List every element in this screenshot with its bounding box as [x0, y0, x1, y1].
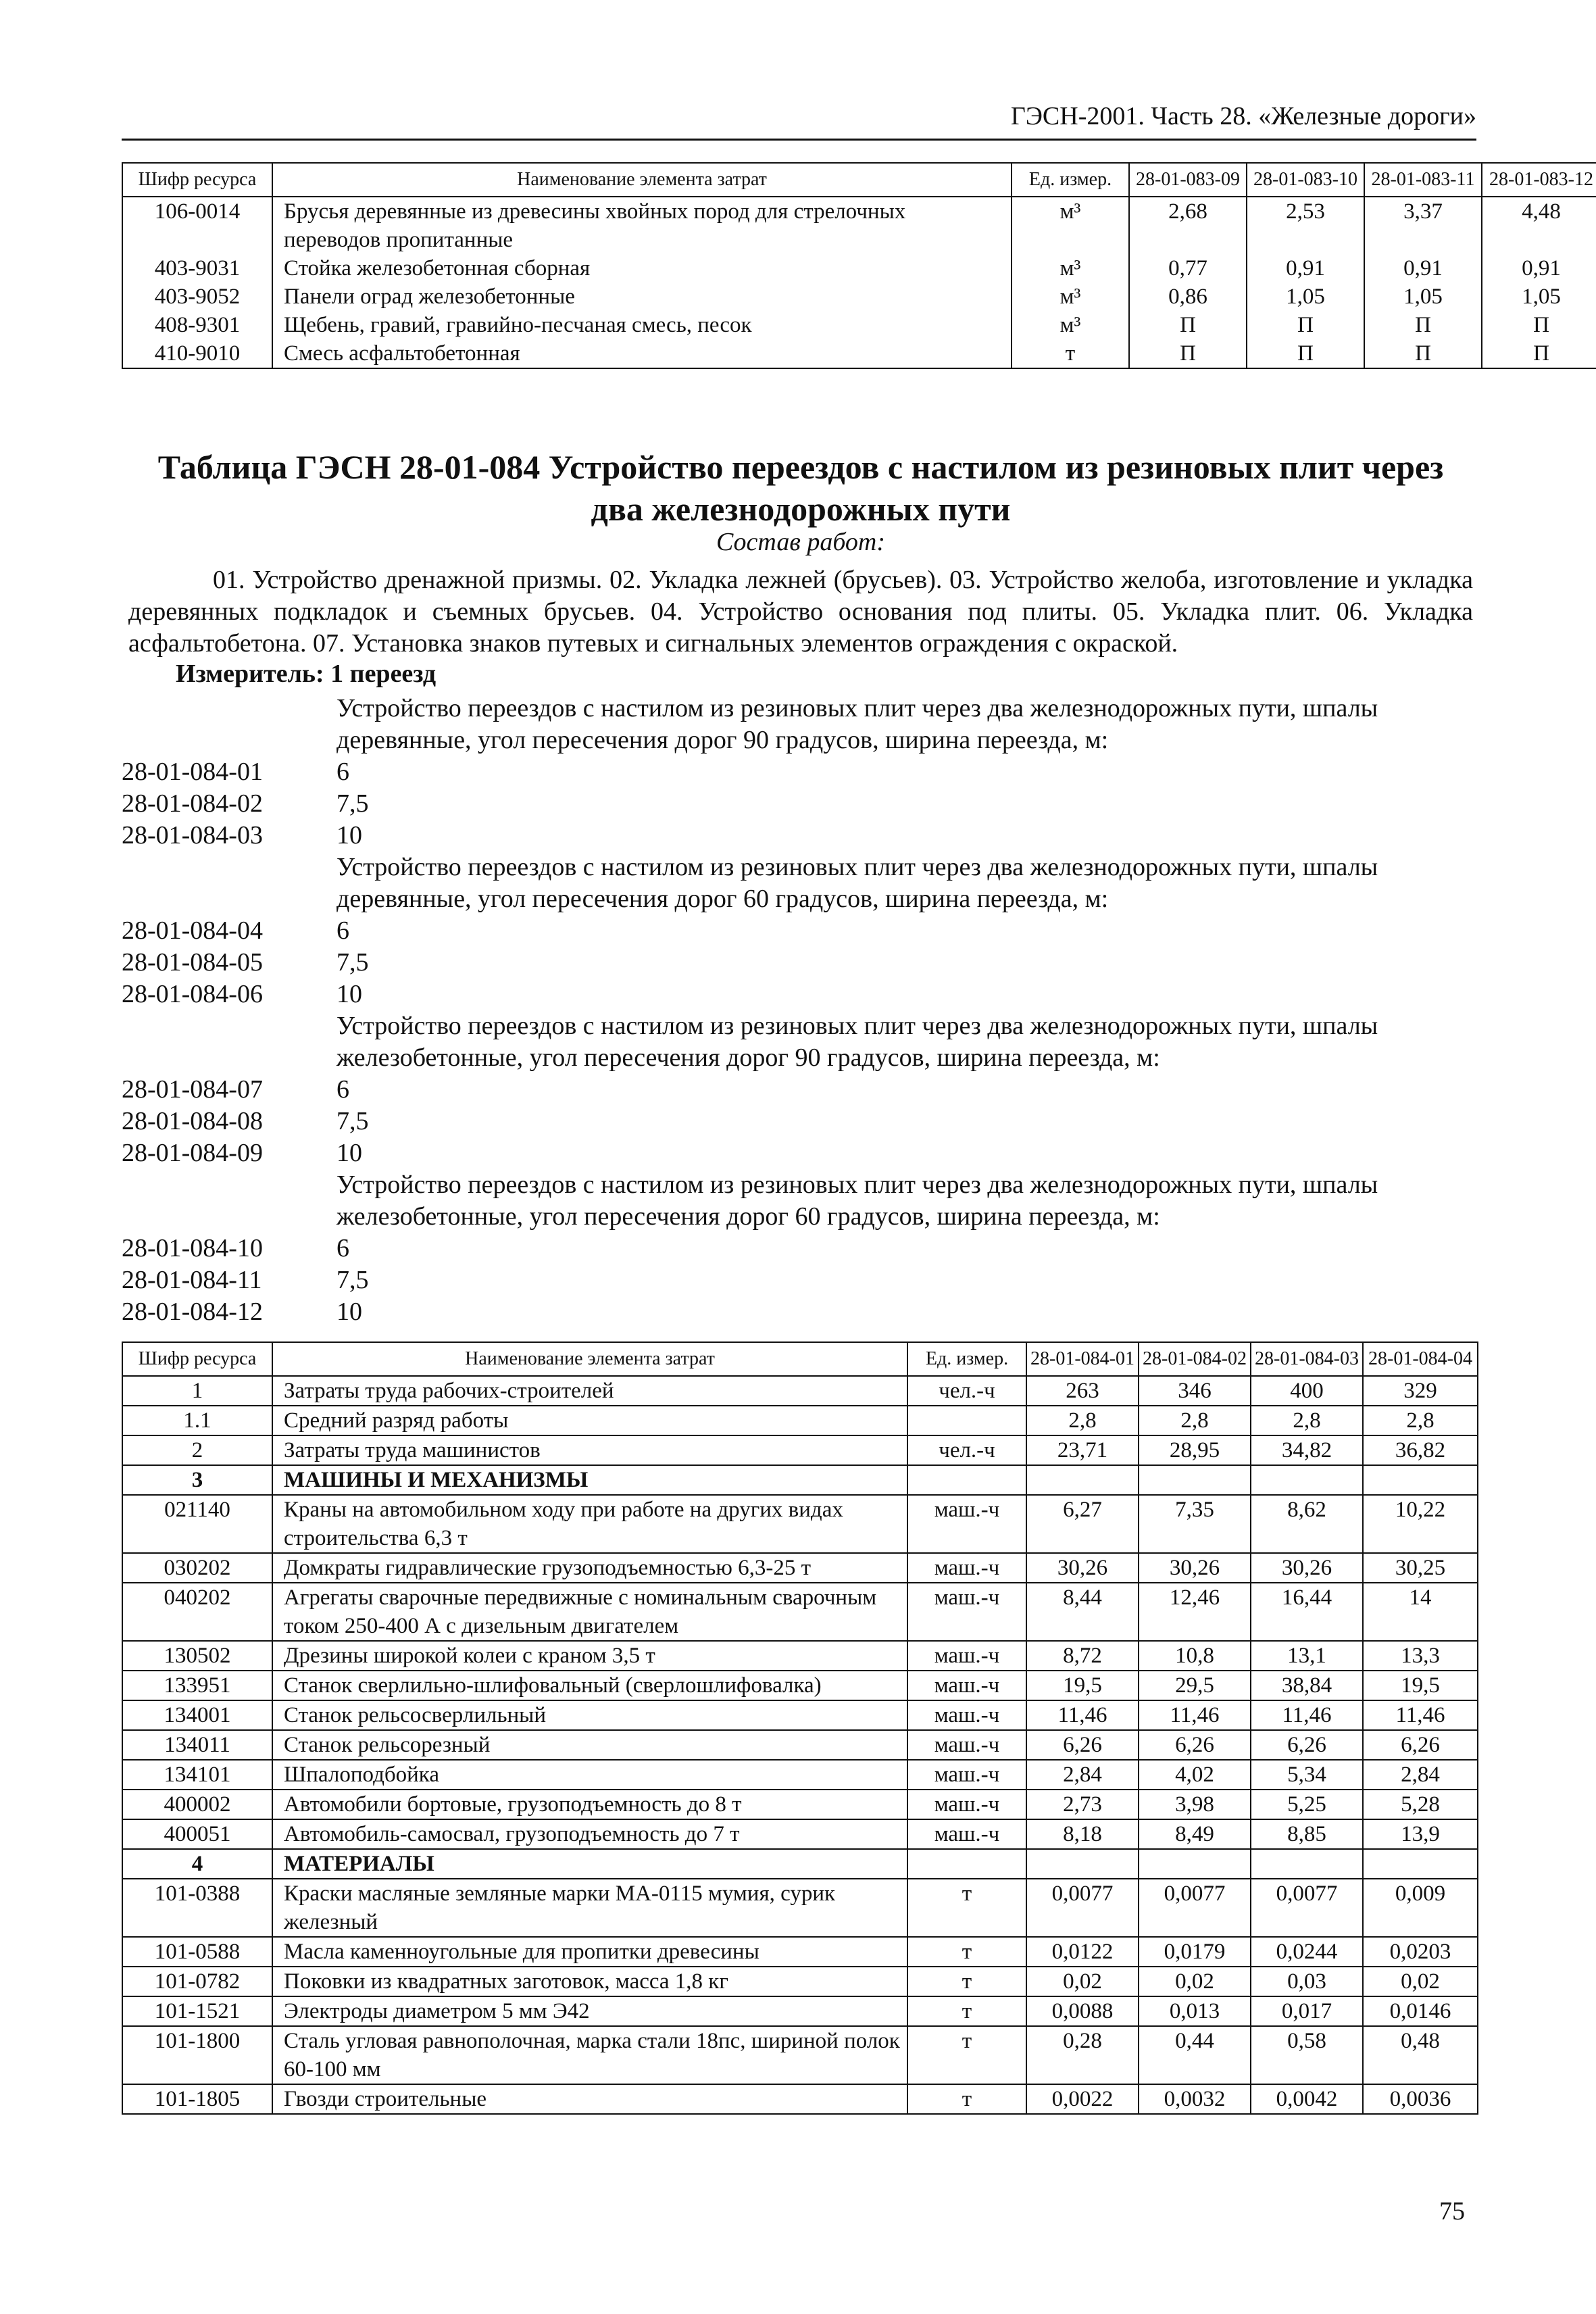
cost-element-name: Сталь угловая равнополочная, марка стали 18пс, шириной полок 60-100 мм [272, 2026, 907, 2084]
resource-code: 403-9031 [122, 254, 272, 282]
norm-value: 14 [1363, 1583, 1478, 1641]
norm-value: 0,91 [1247, 254, 1364, 282]
table-row [122, 197, 1596, 254]
cost-element-name: Станок рельсосверлильный [272, 1700, 907, 1730]
unit-of-measure: м³ [1012, 197, 1129, 254]
norm-value: 0,0022 [1026, 2084, 1139, 2114]
norm-value: 5,34 [1251, 1760, 1363, 1790]
norm-value: 0,017 [1251, 1996, 1363, 2026]
unit-of-measure [907, 1849, 1026, 1879]
cost-element-name: Станок рельсорезный [272, 1730, 907, 1760]
norm-value: 28,95 [1139, 1435, 1251, 1465]
norm-value [1026, 1849, 1139, 1879]
col-header-norm-4: 28-01-084-04 [1363, 1342, 1478, 1376]
spec-item [122, 820, 1476, 852]
norm-value: 2,68 [1129, 197, 1247, 254]
spec-item [122, 1137, 1476, 1169]
unit-of-measure: маш.-ч [907, 1700, 1026, 1730]
norm-value: П [1482, 311, 1596, 339]
table-row [122, 1641, 1478, 1671]
unit-of-measure: маш.-ч [907, 1495, 1026, 1553]
spec-code: 28-01-084-09 [122, 1139, 263, 1167]
norm-value: 0,02 [1139, 1967, 1251, 1996]
resource-code: 101-0388 [122, 1879, 272, 1937]
spec-value: 7,5 [336, 948, 369, 977]
norm-value: 0,0179 [1139, 1937, 1251, 1967]
resource-code: 1.1 [122, 1406, 272, 1435]
spec-code: 28-01-084-06 [122, 980, 263, 1008]
norm-value: 263 [1026, 1376, 1139, 1406]
norm-value: 30,26 [1026, 1553, 1139, 1583]
norm-value: 0,0036 [1363, 2084, 1478, 2114]
resource-code: 3 [122, 1465, 272, 1495]
norm-value: 30,26 [1139, 1553, 1251, 1583]
header-rule [122, 139, 1476, 141]
norm-value: 10,22 [1363, 1495, 1478, 1553]
running-header: ГЭСН-2001. Часть 28. «Железные дороги» [1010, 102, 1476, 130]
unit-of-measure: м³ [1012, 254, 1129, 282]
resource-code: 134101 [122, 1760, 272, 1790]
spec-item [122, 979, 1476, 1010]
section-row [122, 1465, 1478, 1495]
table-row [122, 1435, 1478, 1465]
cost-element-name: Средний разряд работы [272, 1406, 907, 1435]
norm-value: 0,02 [1363, 1967, 1478, 1996]
norm-value: П [1364, 339, 1482, 368]
spec-desc: Устройство переездов с настилом из резиновых плит через два железнодорожных пути, шпалы железобетонные, угол пересечения дорог 90 градусов, ширина переезда, м: [336, 1012, 1378, 1072]
spec-item [122, 1106, 1476, 1137]
norm-value: 0,0088 [1026, 1996, 1139, 2026]
unit-of-measure: маш.-ч [907, 1553, 1026, 1583]
spec-item [122, 1074, 1476, 1106]
norm-value [1139, 1849, 1251, 1879]
resource-code: 021140 [122, 1495, 272, 1553]
norm-value: 0,48 [1363, 2026, 1478, 2084]
cost-element-name: МАШИНЫ И МЕХАНИЗМЫ [272, 1465, 907, 1495]
col-header-norm-1: 28-01-083-09 [1129, 163, 1247, 197]
norm-value: 0,013 [1139, 1996, 1251, 2026]
cost-element-name: Станок сверлильно-шлифовальный (сверлошлифовалка) [272, 1671, 907, 1700]
spec-code: 28-01-084-05 [122, 948, 263, 977]
table-row [122, 1553, 1478, 1583]
resource-code: 101-1521 [122, 1996, 272, 2026]
norm-value: 0,0244 [1251, 1937, 1363, 1967]
cost-element-name: Смесь асфальтобетонная [272, 339, 1012, 368]
norm-value [1251, 1465, 1363, 1495]
norm-value: 5,25 [1251, 1790, 1363, 1819]
spec-code: 28-01-084-10 [122, 1234, 263, 1262]
table-row [122, 1790, 1478, 1819]
norm-value: 0,58 [1251, 2026, 1363, 2084]
spec-value: 6 [336, 916, 349, 945]
norm-value: 0,03 [1251, 1967, 1363, 1996]
spec-group-1 [122, 693, 1476, 852]
table-row [122, 1700, 1478, 1730]
norm-value: 2,84 [1363, 1760, 1478, 1790]
norm-value: 36,82 [1363, 1435, 1478, 1465]
norm-value: П [1364, 311, 1482, 339]
norm-value: 13,9 [1363, 1819, 1478, 1849]
spec-group-4 [122, 1169, 1476, 1328]
spec-item [122, 788, 1476, 820]
norm-value [1363, 1465, 1478, 1495]
norm-value: 12,46 [1139, 1583, 1251, 1641]
unit-of-measure [907, 1406, 1026, 1435]
norm-value: 0,02 [1026, 1967, 1139, 1996]
norm-value: 8,85 [1251, 1819, 1363, 1849]
cost-element-name: Затраты труда рабочих-строителей [272, 1376, 907, 1406]
spec-value: 6 [336, 1075, 349, 1104]
table-row [122, 1760, 1478, 1790]
norm-value [1139, 1465, 1251, 1495]
norm-value: П [1129, 339, 1247, 368]
resource-code: 040202 [122, 1583, 272, 1641]
norm-value: 0,0203 [1363, 1937, 1478, 1967]
col-header-code: Шифр ресурса [122, 1342, 272, 1376]
norm-value: 11,46 [1026, 1700, 1139, 1730]
spec-value: 10 [336, 821, 362, 850]
unit-of-measure: маш.-ч [907, 1760, 1026, 1790]
resource-code: 106-0014 [122, 197, 272, 254]
resource-code: 030202 [122, 1553, 272, 1583]
norm-value: 30,26 [1251, 1553, 1363, 1583]
cost-element-name: Затраты труда машинистов [272, 1435, 907, 1465]
cost-element-name: Шпалоподбойка [272, 1760, 907, 1790]
norm-value: 7,35 [1139, 1495, 1251, 1553]
spec-value: 10 [336, 980, 362, 1008]
spec-item [122, 947, 1476, 979]
norm-value: 0,86 [1129, 282, 1247, 311]
norm-value: 0,0122 [1026, 1937, 1139, 1967]
norm-value: 8,18 [1026, 1819, 1139, 1849]
spec-desc: Устройство переездов с настилом из резиновых плит через два железнодорожных пути, шпалы деревянные, угол пересечения дорог 90 градусов, ширина переезда, м: [336, 694, 1378, 754]
unit-of-measure: м³ [1012, 282, 1129, 311]
norm-value: 2,8 [1251, 1406, 1363, 1435]
norm-value: 0,0042 [1251, 2084, 1363, 2114]
unit-of-measure: маш.-ч [907, 1671, 1026, 1700]
spec-code: 28-01-084-07 [122, 1075, 263, 1104]
col-header-name: Наименование элемента затрат [272, 1342, 907, 1376]
table-row [122, 1937, 1478, 1967]
spec-item [122, 915, 1476, 947]
spec-value: 7,5 [336, 789, 369, 818]
norm-value: 6,26 [1363, 1730, 1478, 1760]
norm-value: 34,82 [1251, 1435, 1363, 1465]
norm-value: 1,05 [1482, 282, 1596, 311]
col-header-unit: Ед. измер. [907, 1342, 1026, 1376]
norm-value: 19,5 [1026, 1671, 1139, 1700]
cost-element-name: Щебень, гравий, гравийно-песчаная смесь, песок [272, 311, 1012, 339]
spec-code: 28-01-084-12 [122, 1298, 263, 1326]
works-description: 01. Устройство дренажной призмы. 02. Укладка лежней (брусьев). 03. Устройство желоба, изготовление и укладка деревянных подкладок и съемных брусьев. 04. Устройство основания под плиты. 05. Укладка плит. 06. Укладка асфальтобетона. 07. Установка знаков путевых и сигнальных элементов ограждения с окраской. [128, 566, 1473, 658]
unit-of-measure: т [907, 2084, 1026, 2114]
unit-of-measure: т [907, 1937, 1026, 1967]
norm-value: 2,8 [1363, 1406, 1478, 1435]
table-row [122, 1730, 1478, 1760]
works-subtitle: Состав работ: [716, 528, 886, 556]
norm-value: 23,71 [1026, 1435, 1139, 1465]
norm-value: П [1247, 339, 1364, 368]
norm-value: 6,26 [1026, 1730, 1139, 1760]
spec-value: 6 [336, 1234, 349, 1262]
spec-item [122, 1264, 1476, 1296]
spec-value: 6 [336, 758, 349, 786]
resource-table-083 [122, 162, 1596, 369]
cost-element-name: Автомобиль-самосвал, грузоподъемность до 7 т [272, 1819, 907, 1849]
spec-item [122, 1296, 1476, 1328]
table-row [122, 1996, 1478, 2026]
norm-value: П [1482, 339, 1596, 368]
table-row [122, 254, 1596, 282]
norm-value: 400 [1251, 1376, 1363, 1406]
resource-code: 101-0588 [122, 1937, 272, 1967]
table-body [122, 1376, 1478, 2114]
unit-of-measure: м³ [1012, 311, 1129, 339]
cost-element-name: Поковки из квадратных заготовок, масса 1,8 кг [272, 1967, 907, 1996]
resource-code: 408-9301 [122, 311, 272, 339]
unit-of-measure: маш.-ч [907, 1730, 1026, 1760]
norm-value: П [1247, 311, 1364, 339]
cost-element-name: Гвозди строительные [272, 2084, 907, 2114]
resource-code: 101-1800 [122, 2026, 272, 2084]
table-row [122, 1819, 1478, 1849]
norm-value: 4,02 [1139, 1760, 1251, 1790]
norm-value: 6,26 [1251, 1730, 1363, 1760]
norm-value: 329 [1363, 1376, 1478, 1406]
cost-element-name: Стойка железобетонная сборная [272, 254, 1012, 282]
norm-value: 0,0077 [1251, 1879, 1363, 1937]
unit-of-measure: т [907, 2026, 1026, 2084]
spec-group-2 [122, 852, 1476, 1010]
col-header-norm-3: 28-01-083-11 [1364, 163, 1482, 197]
cost-element-name: МАТЕРИАЛЫ [272, 1849, 907, 1879]
page-number: 75 [1439, 2197, 1465, 2225]
norm-value: 8,62 [1251, 1495, 1363, 1553]
spec-group-3 [122, 1010, 1476, 1169]
norm-value: 3,37 [1364, 197, 1482, 254]
norm-value: 30,25 [1363, 1553, 1478, 1583]
table-title: Таблица ГЭСН 28-01-084 Устройство переездов с настилом из резиновых плит через два железнодорожных пути [157, 448, 1444, 528]
col-header-norm-1: 28-01-084-01 [1026, 1342, 1139, 1376]
norm-value [1363, 1849, 1478, 1879]
norm-value: 29,5 [1139, 1671, 1251, 1700]
spec-code: 28-01-084-02 [122, 789, 263, 818]
unit-of-measure: чел.-ч [907, 1376, 1026, 1406]
table-row [122, 1879, 1478, 1937]
unit-of-measure: маш.-ч [907, 1790, 1026, 1819]
norm-value: 0,009 [1363, 1879, 1478, 1937]
unit-of-measure [907, 1465, 1026, 1495]
norm-value: 11,46 [1363, 1700, 1478, 1730]
cost-element-name: Автомобили бортовые, грузоподъемность до 8 т [272, 1790, 907, 1819]
resource-code: 410-9010 [122, 339, 272, 368]
cost-element-name: Краски масляные земляные марки МА-0115 мумия, сурик железный [272, 1879, 907, 1937]
cost-element-name: Панели оград железобетонные [272, 282, 1012, 311]
norm-value: 0,28 [1026, 2026, 1139, 2084]
table-row [122, 2084, 1478, 2114]
resource-code: 134011 [122, 1730, 272, 1760]
spec-code: 28-01-084-11 [122, 1266, 262, 1294]
unit-of-measure: маш.-ч [907, 1583, 1026, 1641]
spec-desc: Устройство переездов с настилом из резиновых плит через два железнодорожных пути, шпалы железобетонные, угол пересечения дорог 60 градусов, ширина переезда, м: [336, 1171, 1378, 1231]
spec-code: 28-01-084-08 [122, 1107, 263, 1135]
spec-item [122, 756, 1476, 788]
norm-value: 1,05 [1364, 282, 1482, 311]
spec-value: 10 [336, 1298, 362, 1326]
resource-code: 403-9052 [122, 282, 272, 311]
norm-value: 19,5 [1363, 1671, 1478, 1700]
norm-value: 8,72 [1026, 1641, 1139, 1671]
spec-value: 7,5 [336, 1266, 369, 1294]
section-row [122, 1849, 1478, 1879]
resource-code: 101-1805 [122, 2084, 272, 2114]
norm-value: 2,84 [1026, 1760, 1139, 1790]
table-row [122, 1671, 1478, 1700]
norm-value: 6,27 [1026, 1495, 1139, 1553]
norm-value: 3,98 [1139, 1790, 1251, 1819]
norm-value: 346 [1139, 1376, 1251, 1406]
unit-of-measure: т [1012, 339, 1129, 368]
resource-code: 134001 [122, 1700, 272, 1730]
cost-element-name: Электроды диаметром 5 мм Э42 [272, 1996, 907, 2026]
unit-of-measure: маш.-ч [907, 1641, 1026, 1671]
cost-element-name: Масла каменноугольные для пропитки древесины [272, 1937, 907, 1967]
table-row [122, 1967, 1478, 1996]
spec-value: 7,5 [336, 1107, 369, 1135]
norm-value [1251, 1849, 1363, 1879]
norm-value: 0,0146 [1363, 1996, 1478, 2026]
cost-element-name: Домкраты гидравлические грузоподъемностью 6,3-25 т [272, 1553, 907, 1583]
col-header-code: Шифр ресурса [122, 163, 272, 197]
spec-code: 28-01-084-04 [122, 916, 263, 945]
norm-value: 13,1 [1251, 1641, 1363, 1671]
resource-code: 1 [122, 1376, 272, 1406]
norm-value: 16,44 [1251, 1583, 1363, 1641]
table-row [122, 311, 1596, 339]
unit-of-measure: чел.-ч [907, 1435, 1026, 1465]
unit-of-measure: т [907, 1996, 1026, 2026]
col-header-norm-3: 28-01-084-03 [1251, 1342, 1363, 1376]
norm-value [1026, 1465, 1139, 1495]
norm-value: 38,84 [1251, 1671, 1363, 1700]
col-header-norm-2: 28-01-083-10 [1247, 163, 1364, 197]
table-row [122, 339, 1596, 368]
norm-value: 10,8 [1139, 1641, 1251, 1671]
resource-table-084 [122, 1341, 1478, 2115]
spec-code: 28-01-084-03 [122, 821, 263, 850]
table-row [122, 282, 1596, 311]
norm-value: П [1129, 311, 1247, 339]
norm-value: 2,53 [1247, 197, 1364, 254]
norm-value: 1,05 [1247, 282, 1364, 311]
resource-code: 130502 [122, 1641, 272, 1671]
norm-value: 2,8 [1139, 1406, 1251, 1435]
col-header-norm-2: 28-01-084-02 [1139, 1342, 1251, 1376]
unit-of-measure: т [907, 1967, 1026, 1996]
col-header-name: Наименование элемента затрат [272, 163, 1012, 197]
norm-value: 11,46 [1251, 1700, 1363, 1730]
resource-code: 133951 [122, 1671, 272, 1700]
norm-value: 0,0032 [1139, 2084, 1251, 2114]
cost-element-name: Брусья деревянные из древесины хвойных пород для стрелочных переводов пропитанные [272, 197, 1012, 254]
table-row [122, 1583, 1478, 1641]
norm-value: 0,91 [1482, 254, 1596, 282]
norm-value: 8,44 [1026, 1583, 1139, 1641]
table-row [122, 1376, 1478, 1406]
norm-value: 5,28 [1363, 1790, 1478, 1819]
resource-code: 400051 [122, 1819, 272, 1849]
table-row [122, 1495, 1478, 1553]
norm-value: 0,0077 [1139, 1879, 1251, 1937]
norm-value: 0,77 [1129, 254, 1247, 282]
meter-line: Измеритель: 1 переезд [176, 660, 437, 688]
table-row [122, 1406, 1478, 1435]
norm-value: 0,0077 [1026, 1879, 1139, 1937]
col-header-unit: Ед. измер. [1012, 163, 1129, 197]
resource-code: 400002 [122, 1790, 272, 1819]
spec-value: 10 [336, 1139, 362, 1167]
cost-element-name: Дрезины широкой колеи с краном 3,5 т [272, 1641, 907, 1671]
resource-code: 101-0782 [122, 1967, 272, 1996]
norm-value: 4,48 [1482, 197, 1596, 254]
norm-value: 0,44 [1139, 2026, 1251, 2084]
cost-element-name: Агрегаты сварочные передвижные с номинальным сварочным током 250-400 А с дизельным двигателем [272, 1583, 907, 1641]
spec-code: 28-01-084-01 [122, 758, 263, 786]
norm-value: 0,91 [1364, 254, 1482, 282]
table-body [122, 197, 1596, 368]
spec-desc: Устройство переездов с настилом из резиновых плит через два железнодорожных пути, шпалы деревянные, угол пересечения дорог 60 градусов, ширина переезда, м: [336, 853, 1378, 913]
norm-value: 6,26 [1139, 1730, 1251, 1760]
table-row [122, 2026, 1478, 2084]
unit-of-measure: т [907, 1879, 1026, 1937]
norm-value: 2,8 [1026, 1406, 1139, 1435]
spec-item [122, 1233, 1476, 1264]
col-header-norm-4: 28-01-083-12 [1482, 163, 1596, 197]
unit-of-measure: маш.-ч [907, 1819, 1026, 1849]
norm-value: 11,46 [1139, 1700, 1251, 1730]
resource-code: 2 [122, 1435, 272, 1465]
cost-element-name: Краны на автомобильном ходу при работе на других видах строительства 6,3 т [272, 1495, 907, 1553]
resource-code: 4 [122, 1849, 272, 1879]
norm-value: 2,73 [1026, 1790, 1139, 1819]
norm-value: 8,49 [1139, 1819, 1251, 1849]
norm-value: 13,3 [1363, 1641, 1478, 1671]
